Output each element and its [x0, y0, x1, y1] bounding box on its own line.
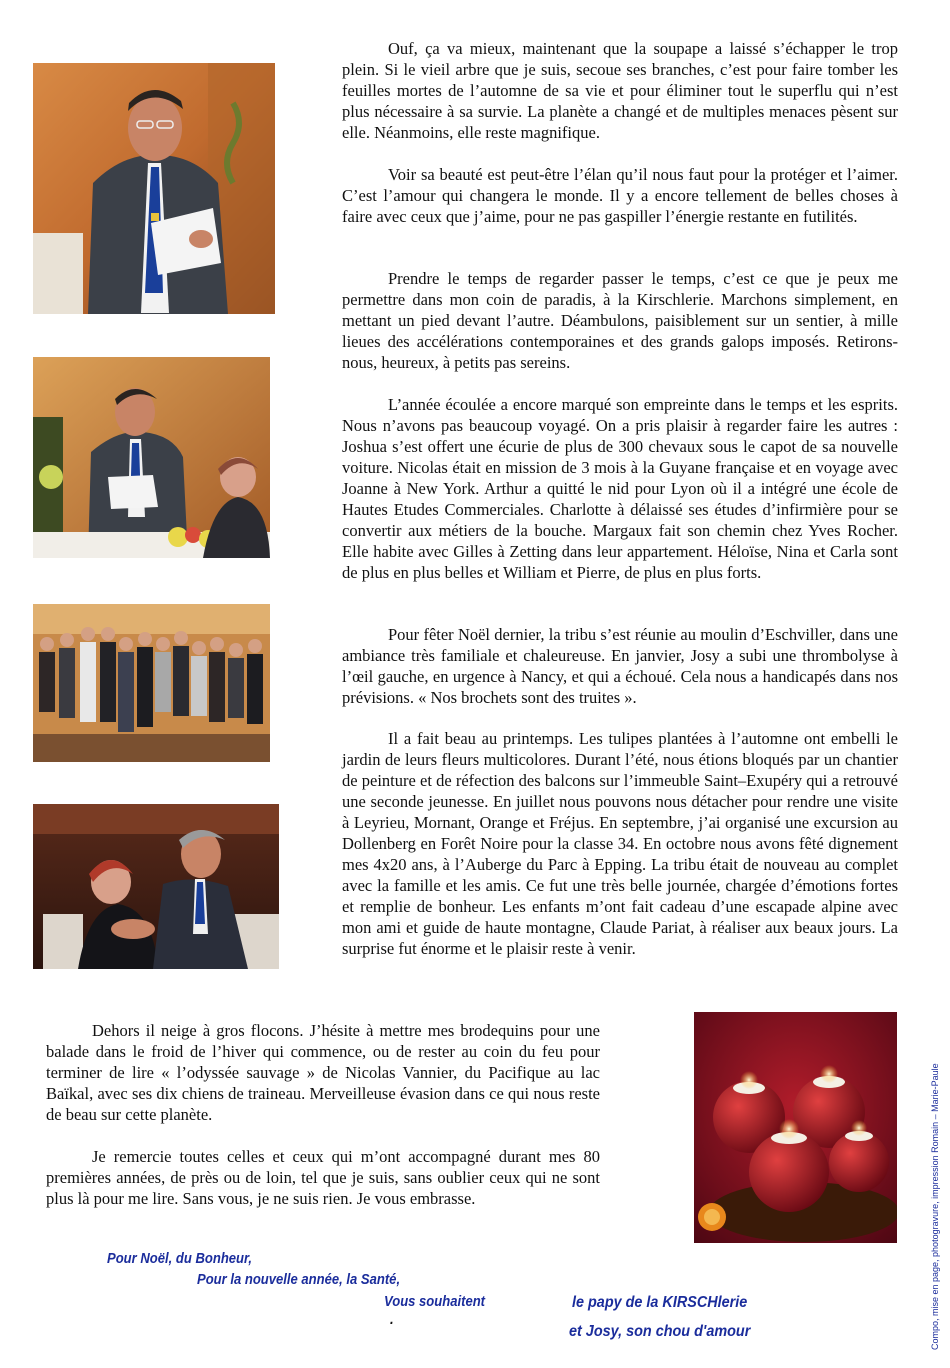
photo-family-group: [33, 604, 270, 762]
closing-wish-new-year: Pour la nouvelle année, la Santé,: [197, 1272, 401, 1288]
paragraph-time: Prendre le temps de regarder passer le temps, c’est ce que je peux me permettre dans mon coin de paradis, à la Kirschlerie. Marchons simplement, en mettant un pied devant l’autre. Déambulons, paisiblement sur un sentier, à mille lieues des accélérations contemporaines et des grands galops imposés. Retirons-nous, heureux, à petits pas sereins.: [342, 269, 898, 372]
signature-papy: le papy de la KIRSCHlerie: [572, 1294, 748, 1311]
closing-wish-souhaitent: Vous souhaitent: [384, 1294, 486, 1310]
print-credit: Compo, mise en page, photogravure, impression Romain – Marie-Paule: [930, 1063, 940, 1350]
paragraph-intro: Ouf, ça va mieux, maintenant que la soupape a laissé s’échapper le trop plein. Si le vieil arbre que je suis, secoue ses branches, c’est pour faire tomber les feuilles mortes de l’automne de sa vie et pour éliminer tout le superflu qui n’est plus nécessaire à sa survie. La planète a changé et de multiples menaces pèsent sur elle. Néanmoins, elle reste magnifique.: [342, 39, 898, 142]
paragraph-spring: Il a fait beau au printemps. Les tulipes plantées à l’automne ont embelli le jardin de leurs fleurs multicolores. Durant l’été, nous étions bloqués par un chantier de peinture et de réfection des balcons sur l’immeuble Saint–Exupéry qui a retrouvé une seconde jeunesse. En juillet nous pouvons nous détacher pour rendre une visite à Leyrieu, Mornant, Orange et Fréjus. En septembre, j’ai organisé une excursion au Dollenberg en Forêt Noire pour la classe 34. En octobre nous avons fêté dignement mes 4x20 ans, à l’Auberge du Parc à Epping. La tribu était de nouveau au complet avec la famille et les amis. Ce fut une très belle journée, chargée d’émotions fortes et remplie de bonheur. Les enfants m’ont fait cadeau d’une escapade alpine avec mon ami et guide de haute montagne, Claude Pariat, à réaliser aux beaux jours. La surprise fut énorme et le plaisir reste à venir.: [342, 729, 898, 958]
photo-dancing-couple: [33, 804, 279, 969]
closing-dot: .: [390, 1312, 394, 1328]
photo-christmas-candles: [694, 1012, 897, 1243]
photo-speaker-closeup: [33, 63, 275, 314]
signature-josy: et Josy, son chou d'amour: [569, 1323, 751, 1340]
paragraph-winter: Dehors il neige à gros flocons. J’hésite à mettre mes brodequins pour une balade dans le froid de l’hiver qui commence, ou de rester au coin du feu pour terminer de lire « l’odyssée sauvage » de Nicolas Vannier, du Pacifique au lac Baïkal, avec ses dix chiens de traineau. Merveilleuse évasion dans ce qui nous reste de beau sur cette planète.: [46, 1021, 600, 1124]
paragraph-year: L’année écoulée a encore marqué son empreinte dans le temps et les esprits. Nous n’avons pas beaucoup voyagé. On a pris plaisir à regarder faire les autres : Joshua s’est offert une écurie de plus de 300 chevaux sous le capot de sa nouvelle voiture. Nicolas était en mission de 3 mois à la Guyane française et en voyage avec Joanne à New York. Arthur a quitté le nid pour Lyon où il a intégré une école de Hautes Etudes Commerciales. Charlotte à délaissé ses études d’infirmière pour se convertir aux métiers de la bouche. Margaux fait son chemin chez Yves Rocher. Elle habite avec Gilles à Zetting dans leur appartement. Héloïse, Nina et Carla sont de plus en plus belles et William et Pierre, de plus en plus forts.: [342, 395, 898, 582]
paragraph-thanks: Je remercie toutes celles et ceux qui m’ont accompagné durant mes 80 premières années, de près ou de loin, tel que je suis, sans oublier ceux qui ne sont plus là pour me lire. Sans vous, je ne suis rien. Je vous embrasse.: [46, 1147, 600, 1208]
paragraph-beauty: Voir sa beauté est peut-être l’élan qu’il nous faut pour la protéger et l’aimer. C’est l’amour qui changera le monde. Il y a encore tellement de belles choses à faire avec ceux que j’aime, pour ne pas gaspiller l’énergie restante en futilités.: [342, 165, 898, 226]
closing-wish-noel: Pour Noël, du Bonheur,: [107, 1251, 253, 1267]
paragraph-christmas: Pour fêter Noël dernier, la tribu s’est réunie au moulin d’Eschviller, dans une ambiance très familiale et chaleureuse. En janvier, Josy a subi une thrombolyse à l’œil gauche, en urgence à Nancy, et qui a échoué. Cela nous a handicapés dans nos prévisions. « Nos brochets sont des truites ».: [342, 625, 898, 707]
photo-speaker-at-table: [33, 357, 270, 558]
